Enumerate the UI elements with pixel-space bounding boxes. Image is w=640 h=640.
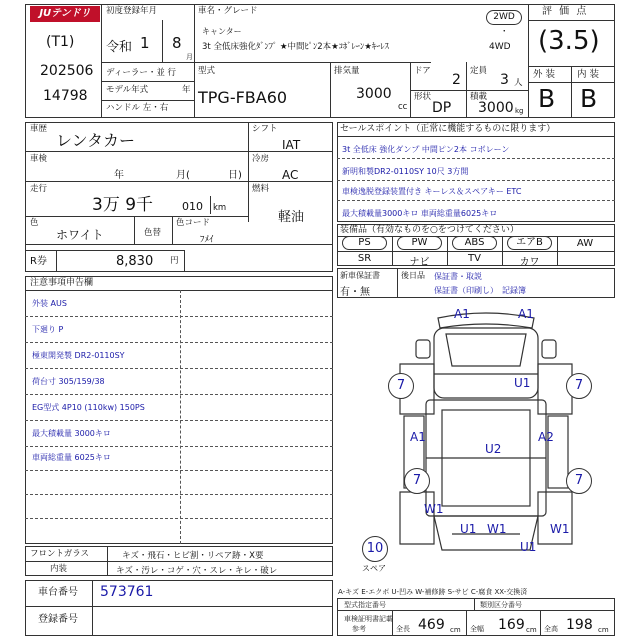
damage-mark-front-left: A1	[454, 307, 470, 321]
equip-ps[interactable]: PS	[342, 236, 387, 250]
selling-point-3: 車検逸脱登録装置付き キーレス＆スペアキー ETC	[342, 187, 522, 196]
mileage-unit: km	[213, 203, 227, 213]
first-reg-label: 初度登録年月	[106, 6, 158, 16]
shift-label: シフト	[252, 124, 278, 134]
damage-mark-front-right: A1	[518, 307, 534, 321]
height-value: 198	[566, 617, 593, 633]
damage-mark-right-rear-wheel: 7	[566, 468, 592, 494]
note-4: 荷台寸 305/159/38	[32, 377, 105, 386]
damage-mark-right-side: A2	[538, 430, 554, 444]
damage-mark-rear-inner-left: U1	[460, 522, 477, 536]
equipment-title: 装備品（有効なものを○をつけてください）	[340, 225, 519, 235]
mileage-sub: 010	[182, 200, 203, 213]
front-glass-value: キズ・飛石・ヒビ割・リペア跡・X要	[122, 551, 264, 561]
doors-label: ドア	[414, 66, 431, 76]
front-glass-label: フロントガラス	[30, 549, 89, 559]
width-unit: cm	[526, 626, 537, 634]
ac-value: AC	[282, 168, 299, 182]
model-year-unit: 年	[182, 85, 191, 95]
recycle-unit: 円	[170, 256, 179, 266]
damage-mark-left-side: A1	[410, 430, 426, 444]
damage-mark-right-mirror: 7	[566, 373, 592, 399]
lot-code: (T1)	[46, 34, 75, 50]
car-grade: 3t 全低床強化ﾀﾞﾝﾌﾟ ★中間ﾋﾟﾝ2本★ｺﾎﾞﾚｰﾝ★ｷｰﾚｽ	[202, 42, 389, 52]
month-unit: 月	[186, 53, 193, 61]
shape-label: 形状	[414, 92, 432, 102]
length-unit: cm	[450, 626, 461, 634]
inspection-year: 年	[114, 170, 124, 181]
spare-label: スペア	[362, 564, 386, 573]
damage-mark-rear-left: W1	[424, 502, 444, 516]
shift-value: IAT	[282, 138, 301, 152]
selling-point-4: 最大積載量3000キロ 車両総重量6025キロ	[342, 209, 498, 218]
equip-sr[interactable]: SR	[357, 253, 372, 264]
color-value: ホワイト	[56, 228, 104, 242]
note-1: 外装 AUS	[32, 299, 67, 308]
equip-abs[interactable]: ABS	[452, 236, 497, 250]
warranty-label: 新車保証書	[340, 271, 380, 280]
fuel-value: 軽油	[278, 210, 305, 225]
inspection-label: 車検	[30, 154, 48, 164]
fuel-label: 燃料	[252, 184, 270, 194]
selling-point-1: 3t 全低床 強化ダンプ 中間ピン2本 コボレーン	[342, 145, 510, 154]
body-label: 車歴	[30, 124, 48, 134]
color-code-value: ﾌﾒｲ	[200, 235, 214, 245]
damage-mark-rear-inner-right: U1	[520, 540, 537, 554]
chassis-value: 573761	[100, 584, 154, 600]
damage-mark-rear-center: W1	[487, 522, 507, 536]
notes-title: 注意事項申告欄	[30, 278, 94, 288]
equip-navi[interactable]: ナビ	[409, 257, 430, 268]
after-value-2: 保証書（印刷し） 記録簿	[434, 286, 526, 295]
chassis-label: 車台番号	[38, 587, 78, 598]
after-value-1: 保証書・取説	[434, 272, 482, 281]
score-value: (3.5)	[538, 26, 600, 56]
model-year-label: モデル年式	[106, 85, 149, 95]
interior-cond-value: キズ・汚レ・コゲ・穴・スレ・キレ・破レ	[116, 566, 278, 576]
note-6: 最大積載量 3000キロ	[32, 429, 111, 438]
recycle-value: 8,830	[116, 254, 154, 269]
displacement-value: 3000	[356, 86, 392, 102]
interior-cond-label: 内装	[50, 564, 68, 574]
damage-mark-left-rear-wheel: 7	[404, 468, 430, 494]
car-name: キャンター	[202, 27, 242, 36]
drive-2wd-badge: 2WD	[486, 10, 522, 25]
damage-mark-bed-center: U2	[485, 442, 502, 456]
date-code: 202506	[40, 63, 94, 79]
equip-tv[interactable]: TV	[468, 253, 481, 264]
height-unit: cm	[598, 626, 609, 634]
score-label: 評 価 点	[542, 6, 589, 17]
mileage-label: 走行	[30, 184, 48, 194]
first-reg-era: 令和	[106, 40, 133, 55]
doors-value: 2	[452, 72, 461, 88]
damage-legend: A-キズ E-エクボ U-凹み W-補修跡 S-サビ C-腐食 XX-交換済	[338, 588, 528, 596]
width-label: 全幅	[470, 625, 484, 633]
registration-label: 登録番号	[38, 614, 78, 625]
drive-4wd: 4WD	[489, 42, 511, 52]
interior-grade: B	[580, 84, 598, 113]
load-label: 積載	[470, 92, 488, 102]
equip-airbag[interactable]: エアB	[507, 236, 552, 250]
shape-value: DP	[432, 100, 452, 116]
equip-pw[interactable]: PW	[397, 236, 442, 250]
damage-mark-cab-right: U1	[514, 376, 531, 390]
reference-label: 参考	[352, 625, 366, 633]
first-reg-month: 8	[172, 34, 182, 52]
note-7: 車両総重量 6025キロ	[32, 453, 111, 462]
exterior-label: 外 装	[533, 69, 556, 80]
ac-label: 冷房	[252, 154, 270, 164]
length-value: 469	[418, 617, 445, 633]
lot-number: 14798	[43, 88, 88, 104]
warranty-value: 有・無	[340, 287, 370, 298]
selling-point-2: 新明和製DR2-0110SY 10尺 3方開	[342, 167, 469, 176]
note-5: EG型式 4P10 (110kw) 150PS	[32, 403, 145, 412]
logo: JUテンドリ	[30, 6, 100, 22]
cert-label: 車検証明書記載	[344, 615, 393, 623]
length-label: 全長	[396, 625, 410, 633]
type-designation-label: 型式指定番号	[344, 601, 386, 609]
equip-leather[interactable]: カワ	[519, 257, 540, 268]
handle-label: ハンドル 左・右	[106, 103, 169, 113]
damage-mark-rear-right: W1	[550, 522, 570, 536]
car-name-label: 車名・グレード	[198, 6, 258, 16]
mileage-value: 3万 9千	[92, 195, 154, 215]
capacity-label: 定員	[470, 66, 488, 76]
damage-mark-left-mirror: 7	[388, 373, 414, 399]
note-2: 下廻り P	[32, 325, 64, 334]
load-unit: kg	[515, 107, 524, 115]
body-value: レンタカー	[56, 131, 135, 150]
model-value: TPG-FBA60	[198, 88, 288, 107]
dealer-label: ディーラー・並 行	[106, 68, 177, 78]
after-label: 後日品	[401, 271, 425, 280]
vehicle-diagram	[360, 304, 612, 574]
color-code-label: 色コード	[176, 218, 211, 228]
note-3: 極東開発製 DR2-0110SY	[32, 351, 125, 360]
selling-points-title: セールスポイント（正常に機能するものに限ります）	[340, 124, 556, 134]
drive-dot: ・	[500, 27, 509, 37]
exterior-grade: B	[538, 84, 556, 113]
recycle-box	[25, 250, 185, 272]
color-label: 色	[30, 218, 39, 228]
capacity-value: 3	[500, 72, 509, 88]
color-change-label: 色替	[144, 228, 162, 238]
spare-count-badge: 10	[362, 536, 388, 562]
load-value: 3000	[478, 100, 514, 116]
inspection-day: 日)	[228, 170, 242, 181]
capacity-unit: 人	[514, 78, 523, 88]
displacement-unit: cc	[398, 102, 408, 112]
model-label: 型式	[198, 66, 216, 76]
equip-aw[interactable]: AW	[576, 238, 594, 249]
width-value: 169	[498, 617, 525, 633]
interior-label: 内 装	[577, 69, 600, 80]
height-label: 全高	[544, 625, 558, 633]
displacement-label: 排気量	[334, 66, 360, 76]
first-reg-year: 1	[140, 34, 150, 52]
recycle-label: R券	[30, 256, 47, 267]
class-number-label: 類別区分番号	[480, 601, 522, 609]
inspection-month: 月(	[176, 170, 190, 181]
